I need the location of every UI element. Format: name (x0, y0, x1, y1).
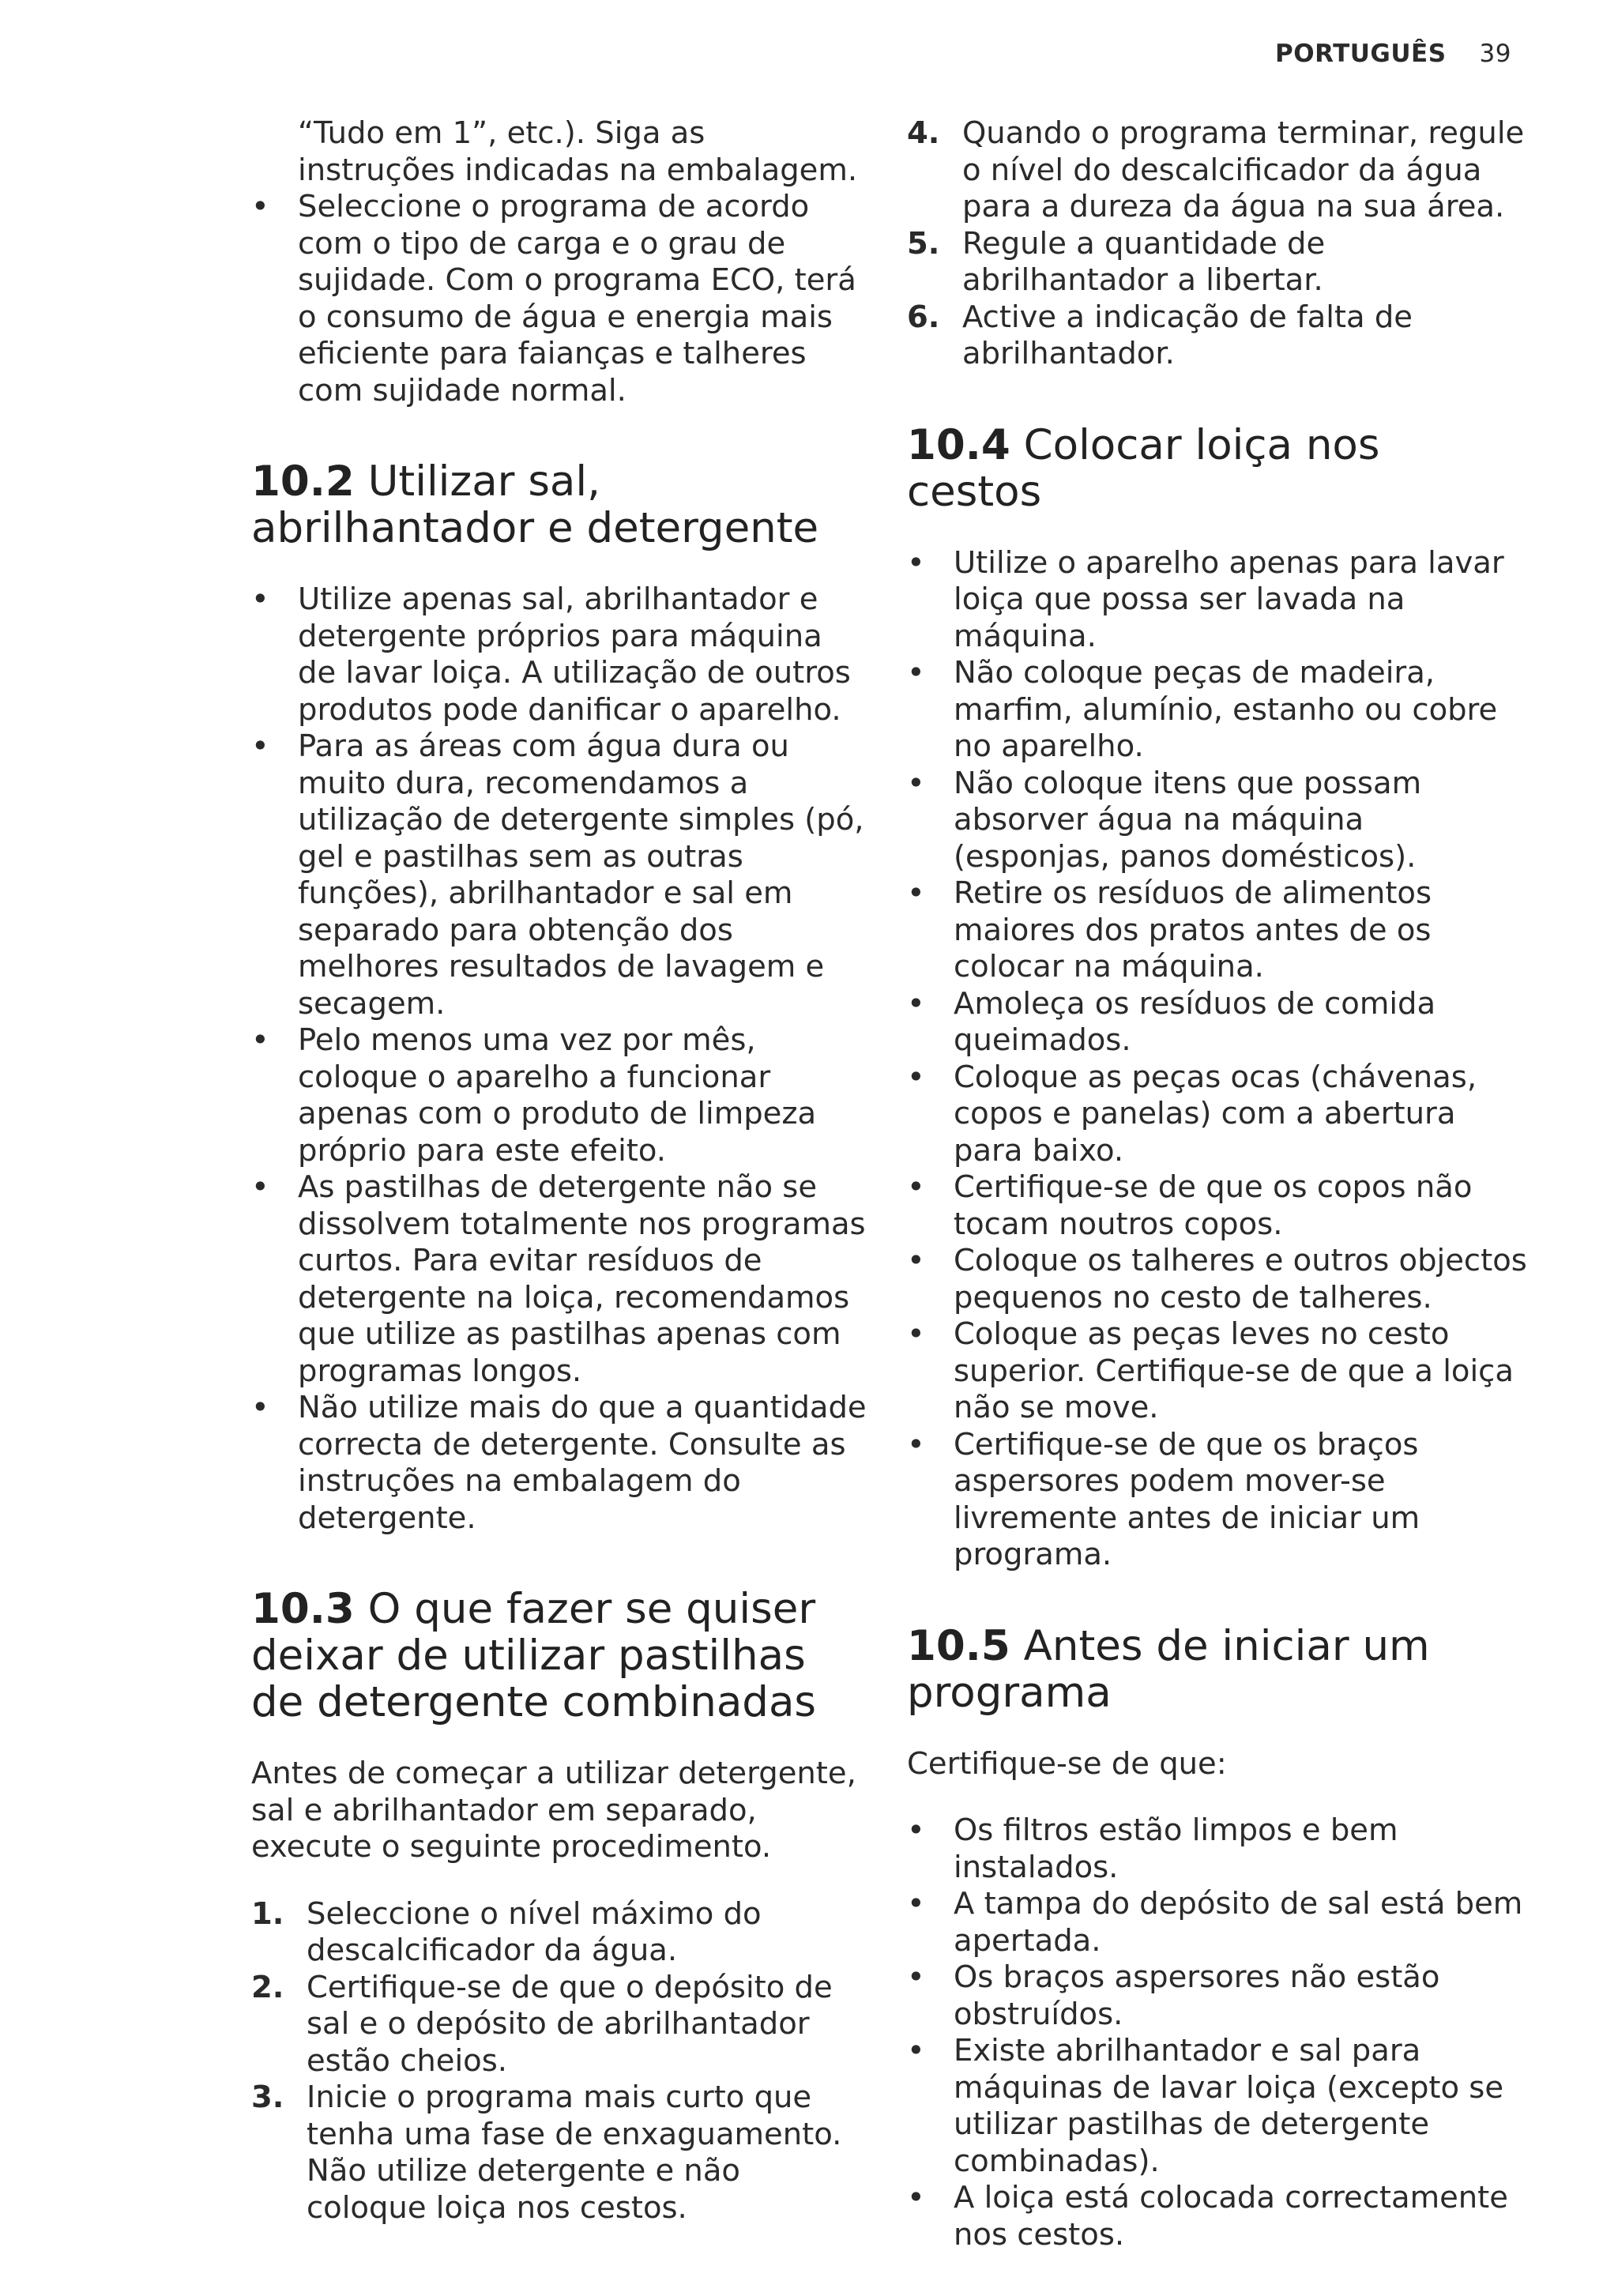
bullet-icon: • (251, 1169, 269, 1205)
list-item (907, 545, 1527, 656)
bullet-icon: • (907, 1812, 925, 1848)
list-item-text: Não coloque peças de madeira, marfim, alumínio, estanho ou cobre no aparelho. (954, 655, 1498, 764)
bullet-icon: • (251, 1022, 269, 1058)
list-item-text: A loiça está colocada correctamente nos cestos. (954, 2180, 1508, 2253)
list-item (907, 1243, 1527, 1316)
step-list-continued (907, 115, 1527, 373)
step-text: Regule a quantidade de abrilhantador a libertar. (962, 225, 1326, 298)
step-item (251, 1896, 867, 1970)
list-item-text: Retire os resíduos de alimentos maiores dos pratos antes de os colocar na máquina. (954, 875, 1432, 984)
bullet-icon: • (907, 1169, 925, 1205)
bullet-icon: • (907, 765, 925, 801)
list-item-text: Existe abrilhantador e sal para máquinas de lavar loiça (excepto se utilizar pastilhas de detergente combinadas). (954, 2033, 1504, 2179)
section-number: 10.2 (251, 457, 355, 506)
list-item-text: Para as áreas com água dura ou muito dura, recomendamos a utilização de detergente simples (pó, gel e pastilhas sem as outras funções), abrilhantador e sal em separado para obtenção dos melhores resultados de lavagem e secagem. (298, 728, 864, 1022)
list-item: “Tudo em 1”, etc.). Siga as instruções indicadas na embalagem. (298, 115, 858, 188)
list-item (907, 655, 1527, 766)
list-item (907, 1812, 1527, 1886)
list-item (251, 728, 867, 1022)
intro-bullet-list (251, 189, 867, 409)
bullet-icon: • (251, 582, 269, 617)
bullet-icon: • (907, 1059, 925, 1095)
list-item (907, 1060, 1527, 1170)
list-item (907, 2033, 1527, 2180)
list-item (907, 1427, 1527, 1574)
section-heading-10-5 (907, 1623, 1527, 1716)
step-number: 6. (907, 299, 940, 335)
page-number: 39 (1479, 40, 1511, 68)
list-item (907, 1959, 1527, 2033)
list-item (907, 986, 1527, 1060)
step-number: 3. (251, 2080, 284, 2115)
list-item-text: Coloque os talheres e outros objectos pequenos no cesto de talheres. (954, 1243, 1527, 1315)
section-number: 10.4 (907, 420, 1010, 469)
section-title: Utilizar sal, abrilhantador e detergente (251, 457, 819, 552)
list-item-text: Certifique-se de que os copos não tocam noutros copos. (954, 1169, 1473, 1242)
bullet-icon: • (907, 1959, 925, 1995)
continued-bullet (251, 115, 867, 189)
section-intro-10-3: Antes de começar a utilizar detergente, sal e abrilhantador em separado, execute o seguinte procedimento. (251, 1756, 856, 1865)
section-title: Antes de iniciar um programa (907, 1621, 1430, 1717)
list-item-text: Coloque as peças leves no cesto superior. Certifique-se de que a loiça não se move. (954, 1316, 1514, 1425)
section-title: Colocar loiça nos cestos (907, 420, 1380, 516)
section-heading-10-2 (251, 458, 867, 551)
list-item (251, 582, 867, 728)
list-item (251, 1390, 867, 1537)
bullet-icon: • (907, 1886, 925, 1921)
list-item-text: Coloque as peças ocas (chávenas, copos e panelas) com a abertura para baixo. (954, 1059, 1477, 1169)
step-number: 4. (907, 115, 940, 151)
bullet-icon: • (907, 2033, 925, 2068)
bullet-icon: • (907, 1426, 925, 1462)
step-text: Seleccione o nível máximo do descalcificador da água. (307, 1895, 762, 1968)
step-number: 1. (251, 1895, 284, 1932)
list-item-text: A tampa do depósito de sal está bem apertada. (954, 1886, 1523, 1959)
list-item (907, 1886, 1527, 1959)
page-header (1275, 40, 1511, 68)
step-text: Active a indicação de falta de abrilhantador. (962, 299, 1413, 371)
step-list-10-3 (251, 1896, 867, 2227)
list-item (907, 766, 1527, 876)
list-item (251, 1169, 867, 1390)
list-item-text: Certifique-se de que os braços aspersores podem mover-se livremente antes de iniciar um programa. (954, 1426, 1420, 1572)
step-item (907, 115, 1527, 226)
list-item (907, 2180, 1527, 2253)
right-column (907, 115, 1527, 2253)
list-item-text: Seleccione o programa de acordo com o tipo de carga e o grau de sujidade. Com o programa ECO, terá o consumo de água e energia mais eficiente para faianças e talheres com sujidade normal. (298, 189, 856, 408)
list-item (907, 1316, 1527, 1427)
list-item (251, 1022, 867, 1169)
step-number: 2. (251, 1969, 284, 2005)
step-text: Certifique-se de que o depósito de sal e o depósito de abrilhantador estão cheios. (307, 1969, 833, 2079)
bullet-list-10-2 (251, 582, 867, 1537)
list-item-text: Não coloque itens que possam absorver água na máquina (esponjas, panos domésticos). (954, 765, 1422, 875)
bullet-icon: • (251, 1390, 269, 1425)
section-title: O que fazer se quiser deixar de utilizar pastilhas de detergente combinadas (251, 1585, 817, 1726)
bullet-icon: • (907, 1316, 925, 1352)
list-item (251, 189, 867, 409)
left-column (251, 115, 867, 2226)
bullet-icon: • (907, 544, 925, 581)
section-heading-10-4 (907, 422, 1527, 515)
step-text: Inicie o programa mais curto que tenha uma fase de enxaguamento. Não utilize detergente e não coloque loiça nos cestos. (307, 2080, 842, 2226)
step-item (907, 299, 1527, 373)
step-item (907, 226, 1527, 299)
list-item-text: Não utilize mais do que a quantidade correcta de detergente. Consulte as instruções na embalagem do detergente. (298, 1390, 867, 1536)
section-intro-10-5: Certifique-se de que: (907, 1745, 1227, 1782)
bullet-icon: • (251, 728, 269, 764)
bullet-list-10-4 (907, 545, 1527, 1574)
bullet-icon: • (251, 189, 269, 224)
section-heading-10-3 (251, 1586, 867, 1726)
list-item-text: Os filtros estão limpos e bem instalados. (954, 1812, 1398, 1885)
bullet-icon: • (907, 985, 925, 1022)
step-number: 5. (907, 225, 940, 262)
step-text: Quando o programa terminar, regule o nível do descalcificador da água para a dureza da água na sua área. (962, 115, 1525, 224)
bullet-icon: • (907, 655, 925, 691)
bullet-icon: • (907, 875, 925, 911)
header-language: PORTUGUÊS (1275, 40, 1447, 68)
list-item-text: Amoleça os resíduos de comida queimados. (954, 985, 1436, 1058)
list-item (907, 1169, 1527, 1243)
list-item-text: Os braços aspersores não estão obstruídos. (954, 1959, 1440, 2032)
section-number: 10.3 (251, 1585, 355, 1633)
bullet-icon: • (907, 2180, 925, 2215)
list-item-text: As pastilhas de detergente não se dissolvem totalmente nos programas curtos. Para evitar resíduos de detergente na loiça, recomendamos que utilize as pastilhas apenas com programas longos. (298, 1169, 866, 1389)
step-item (251, 1970, 867, 2080)
bullet-list-10-5 (907, 1812, 1527, 2253)
list-item-text: Utilize apenas sal, abrilhantador e detergente próprios para máquina de lavar loiça. A utilização de outros produtos pode danificar o aparelho. (298, 582, 851, 728)
bullet-icon: • (907, 1243, 925, 1278)
section-number: 10.5 (907, 1621, 1010, 1670)
list-item-text: Pelo menos uma vez por mês, coloque o aparelho a funcionar apenas com o produto de limpeza próprio para este efeito. (298, 1022, 817, 1169)
step-item (251, 2080, 867, 2226)
list-item (907, 875, 1527, 986)
list-item-text: Utilize o aparelho apenas para lavar loiça que possa ser lavada na máquina. (954, 544, 1504, 654)
